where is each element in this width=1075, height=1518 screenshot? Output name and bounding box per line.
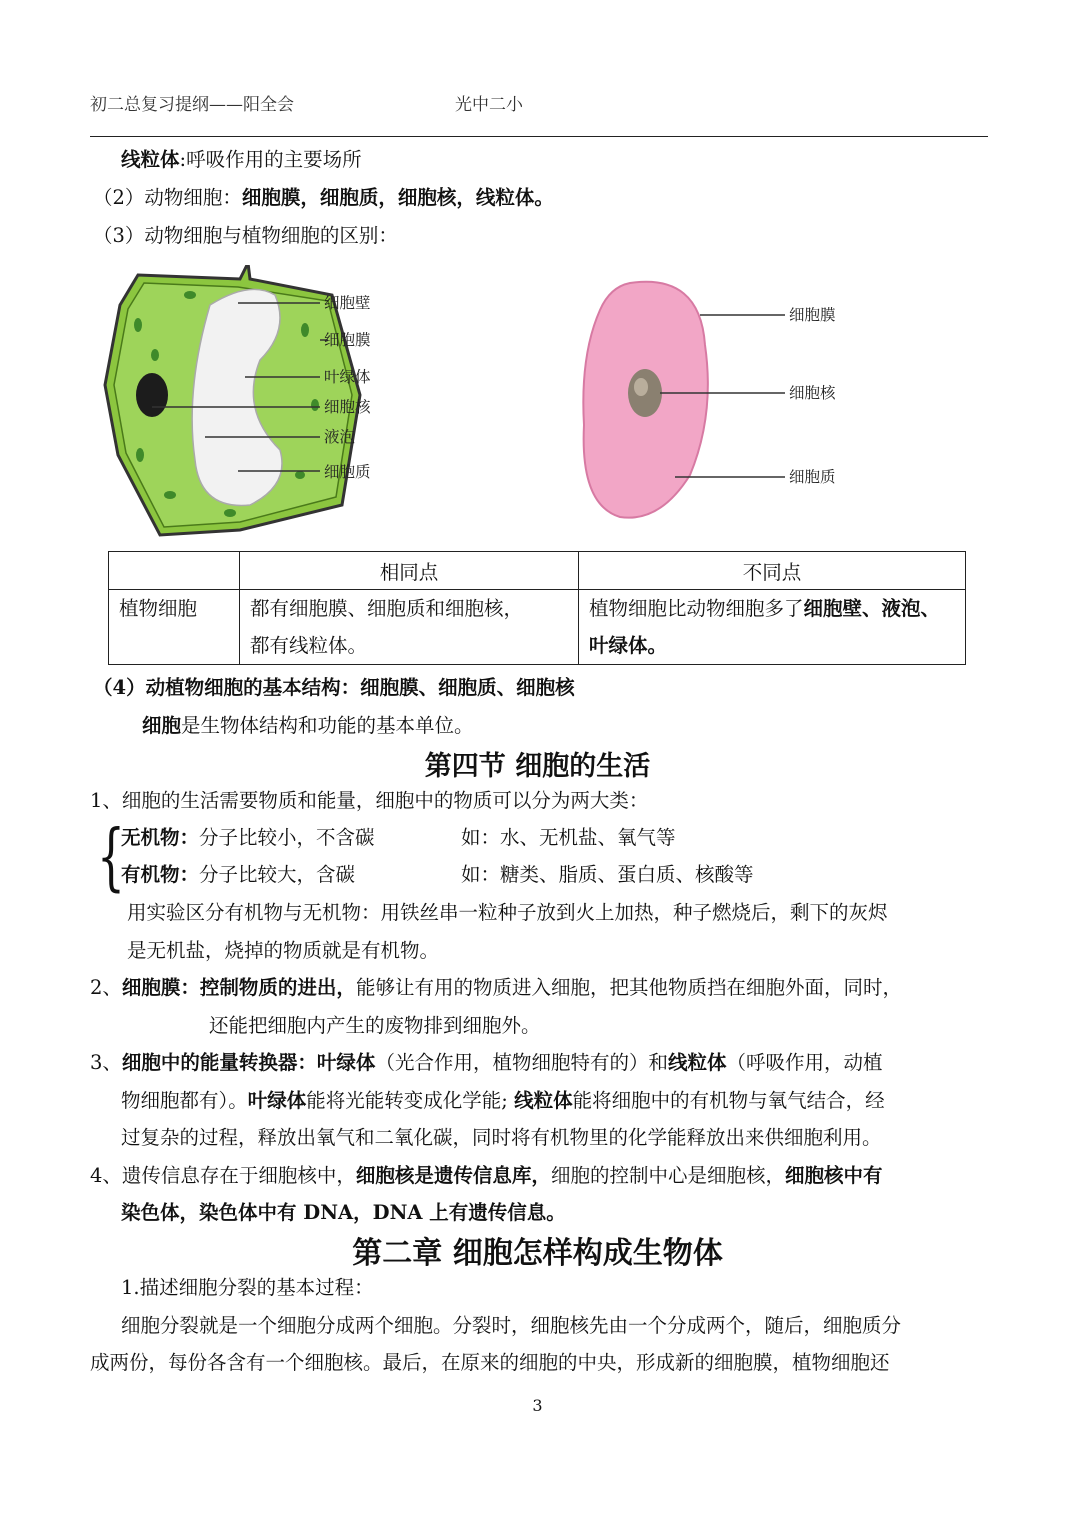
animal-cell-label: （2）动物细胞： [93, 186, 242, 209]
page-number: 3 [532, 1396, 543, 1415]
mitochondria-term: 线粒体 [121, 148, 180, 171]
p2-rest: 能够让有用的物质进入细胞，把其他物质挡在细胞外面，同时， [355, 976, 902, 999]
animal-cell-image [583, 282, 708, 518]
chapter2-s1: 1.描述细胞分裂的基本过程： [121, 1276, 374, 1299]
inorganic-line [121, 824, 375, 852]
p2-num: 2、 [90, 976, 122, 999]
table-row-label: 植物细胞 [109, 590, 240, 665]
point4-b: 基本结构：细胞膜、细胞质、细胞核 [262, 676, 575, 699]
header-left: 初二总复习提纲——阳全会 [90, 95, 294, 115]
table-header-diff: 不同点 [579, 552, 966, 590]
label-animal-cytoplasm: 细胞质 [789, 468, 836, 486]
p3-num: 3、 [90, 1051, 122, 1074]
table-header-row [109, 552, 966, 590]
p4-bold-3: 染色体，染色体中有 DNA，DNA 上有遗传信息。 [121, 1201, 566, 1224]
label-cell-wall: 细胞壁 [324, 294, 371, 312]
p3-bold-2: 线粒体 [667, 1051, 727, 1074]
label-cell-membrane: 细胞膜 [324, 331, 371, 349]
p3-text-1: （光合作用，植物细胞特有的）和 [375, 1051, 668, 1074]
label-nucleus: 细胞核 [324, 398, 371, 416]
diff-1b: 细胞壁、液泡、 [803, 597, 941, 620]
label-animal-membrane: 细胞膜 [789, 306, 836, 324]
brace-symbol: { [97, 815, 125, 900]
point4-a: （4）动植物细胞的 [93, 676, 263, 699]
point4-cell-term: 细胞 [142, 714, 182, 737]
table-cell-same [240, 590, 579, 665]
table-header-same: 相同点 [240, 552, 579, 590]
section4-p3 [90, 1049, 882, 1077]
table-row [109, 590, 966, 665]
p4-bold-1: 细胞核是遗传信息库， [355, 1164, 551, 1187]
organic-desc: 分子比较大，含碳 [199, 863, 356, 886]
chapter2-s3: 成两份，每份各含有一个细胞核。最后，在原来的细胞的中央，形成新的细胞膜，植物细胞还 [90, 1351, 890, 1374]
label-animal-nucleus: 细胞核 [789, 384, 836, 402]
header-rule [90, 136, 988, 137]
comparison-table [108, 551, 966, 665]
chapter2-title: 第二章 细胞怎样构成生物体 [352, 1236, 723, 1271]
p4-bold-2: 细胞核中有 [784, 1164, 883, 1187]
p3-bold-4: 线粒体 [514, 1089, 573, 1112]
line-difference: （3）动物细胞与植物细胞的区别： [93, 224, 398, 247]
label-cytoplasm: 细胞质 [324, 463, 371, 481]
section4-p4-line2 [121, 1199, 566, 1227]
label-vacuole: 液泡 [324, 428, 356, 446]
diff-line-1 [589, 590, 955, 627]
p3-semicolon: ; [501, 1089, 515, 1112]
p3-text-2: （呼吸作用，动植 [726, 1051, 883, 1074]
section4-p2-cont: 还能把细胞内产生的废物排到细胞外。 [209, 1014, 541, 1037]
line-animal-cell [93, 184, 554, 212]
section4-p3-line2 [121, 1087, 885, 1115]
organic-line [121, 861, 355, 889]
animal-cell-parts: 细胞膜，细胞质，细胞核，线粒体。 [241, 186, 554, 209]
p4-text-2: 细胞的控制中心是细胞核， [550, 1164, 785, 1187]
inorganic-example: 如：水、无机盐、氧气等 [461, 826, 676, 849]
cell-diagram [100, 265, 860, 550]
diff-1a: 植物细胞比动物细胞多了 [589, 597, 804, 620]
diff-2: 叶绿体。 [589, 634, 668, 657]
p3-text-5: 能将细胞中的有机物与氧气结合，经 [572, 1089, 885, 1112]
inorganic-desc: 分子比较小，不含碳 [199, 826, 375, 849]
section4-p2 [90, 974, 902, 1002]
section4-p4 [90, 1162, 882, 1190]
line-mitochondria [121, 146, 362, 174]
point4-line [93, 674, 575, 702]
p2-bold: 细胞膜：控制物质的进出， [121, 976, 356, 999]
same-line-1: 都有细胞膜、细胞质和细胞核， [250, 597, 524, 620]
p3-bold-3: 叶绿体 [247, 1089, 307, 1112]
p3-text-4: 能将光能转变成化学能 [306, 1089, 502, 1112]
section4-p3-line3: 过复杂的过程，释放出氧气和二氧化碳，同时将有机物里的化学能释放出来供细胞利用。 [121, 1126, 882, 1149]
organic-example: 如：糖类、脂质、蛋白质、核酸等 [461, 863, 754, 886]
p3-text-3: 物细胞都有）。 [121, 1089, 248, 1112]
diff-line-2 [589, 627, 955, 664]
section4-p1: 1、细胞的生活需要物质和能量，细胞中的物质可以分为两大类： [90, 789, 649, 812]
point4-cell-line [142, 712, 474, 740]
plant-cell-image [105, 265, 360, 535]
p4-text-1: 4、遗传信息存在于细胞核中， [90, 1164, 356, 1187]
section4-title: 第四节 细胞的生活 [424, 751, 651, 782]
label-chloroplast: 叶绿体 [324, 368, 371, 386]
experiment-line-1: 用实验区分有机物与无机物：用铁丝串一粒种子放到火上加热，种子燃烧后，剩下的灰烬 [127, 901, 888, 924]
inorganic-term: 无机物： [121, 826, 200, 849]
organic-term: 有机物： [121, 863, 200, 886]
p3-bold-1: 细胞中的能量转换器：叶绿体 [121, 1051, 376, 1074]
mitochondria-desc: :呼吸作用的主要场所 [179, 148, 362, 171]
header-right: 光中二小 [455, 95, 523, 115]
table-header-blank [109, 552, 240, 590]
experiment-line-2: 是无机盐，烧掉的物质就是有机物。 [127, 939, 440, 962]
same-line-2: 都有线粒体。 [250, 634, 368, 657]
point4-cell-desc: 是生物体结构和功能的基本单位。 [181, 714, 474, 737]
chapter2-s2: 细胞分裂就是一个细胞分成两个细胞。分裂时，细胞核先由一个分成两个，随后，细胞质分 [121, 1314, 902, 1337]
table-cell-diff [579, 590, 966, 665]
